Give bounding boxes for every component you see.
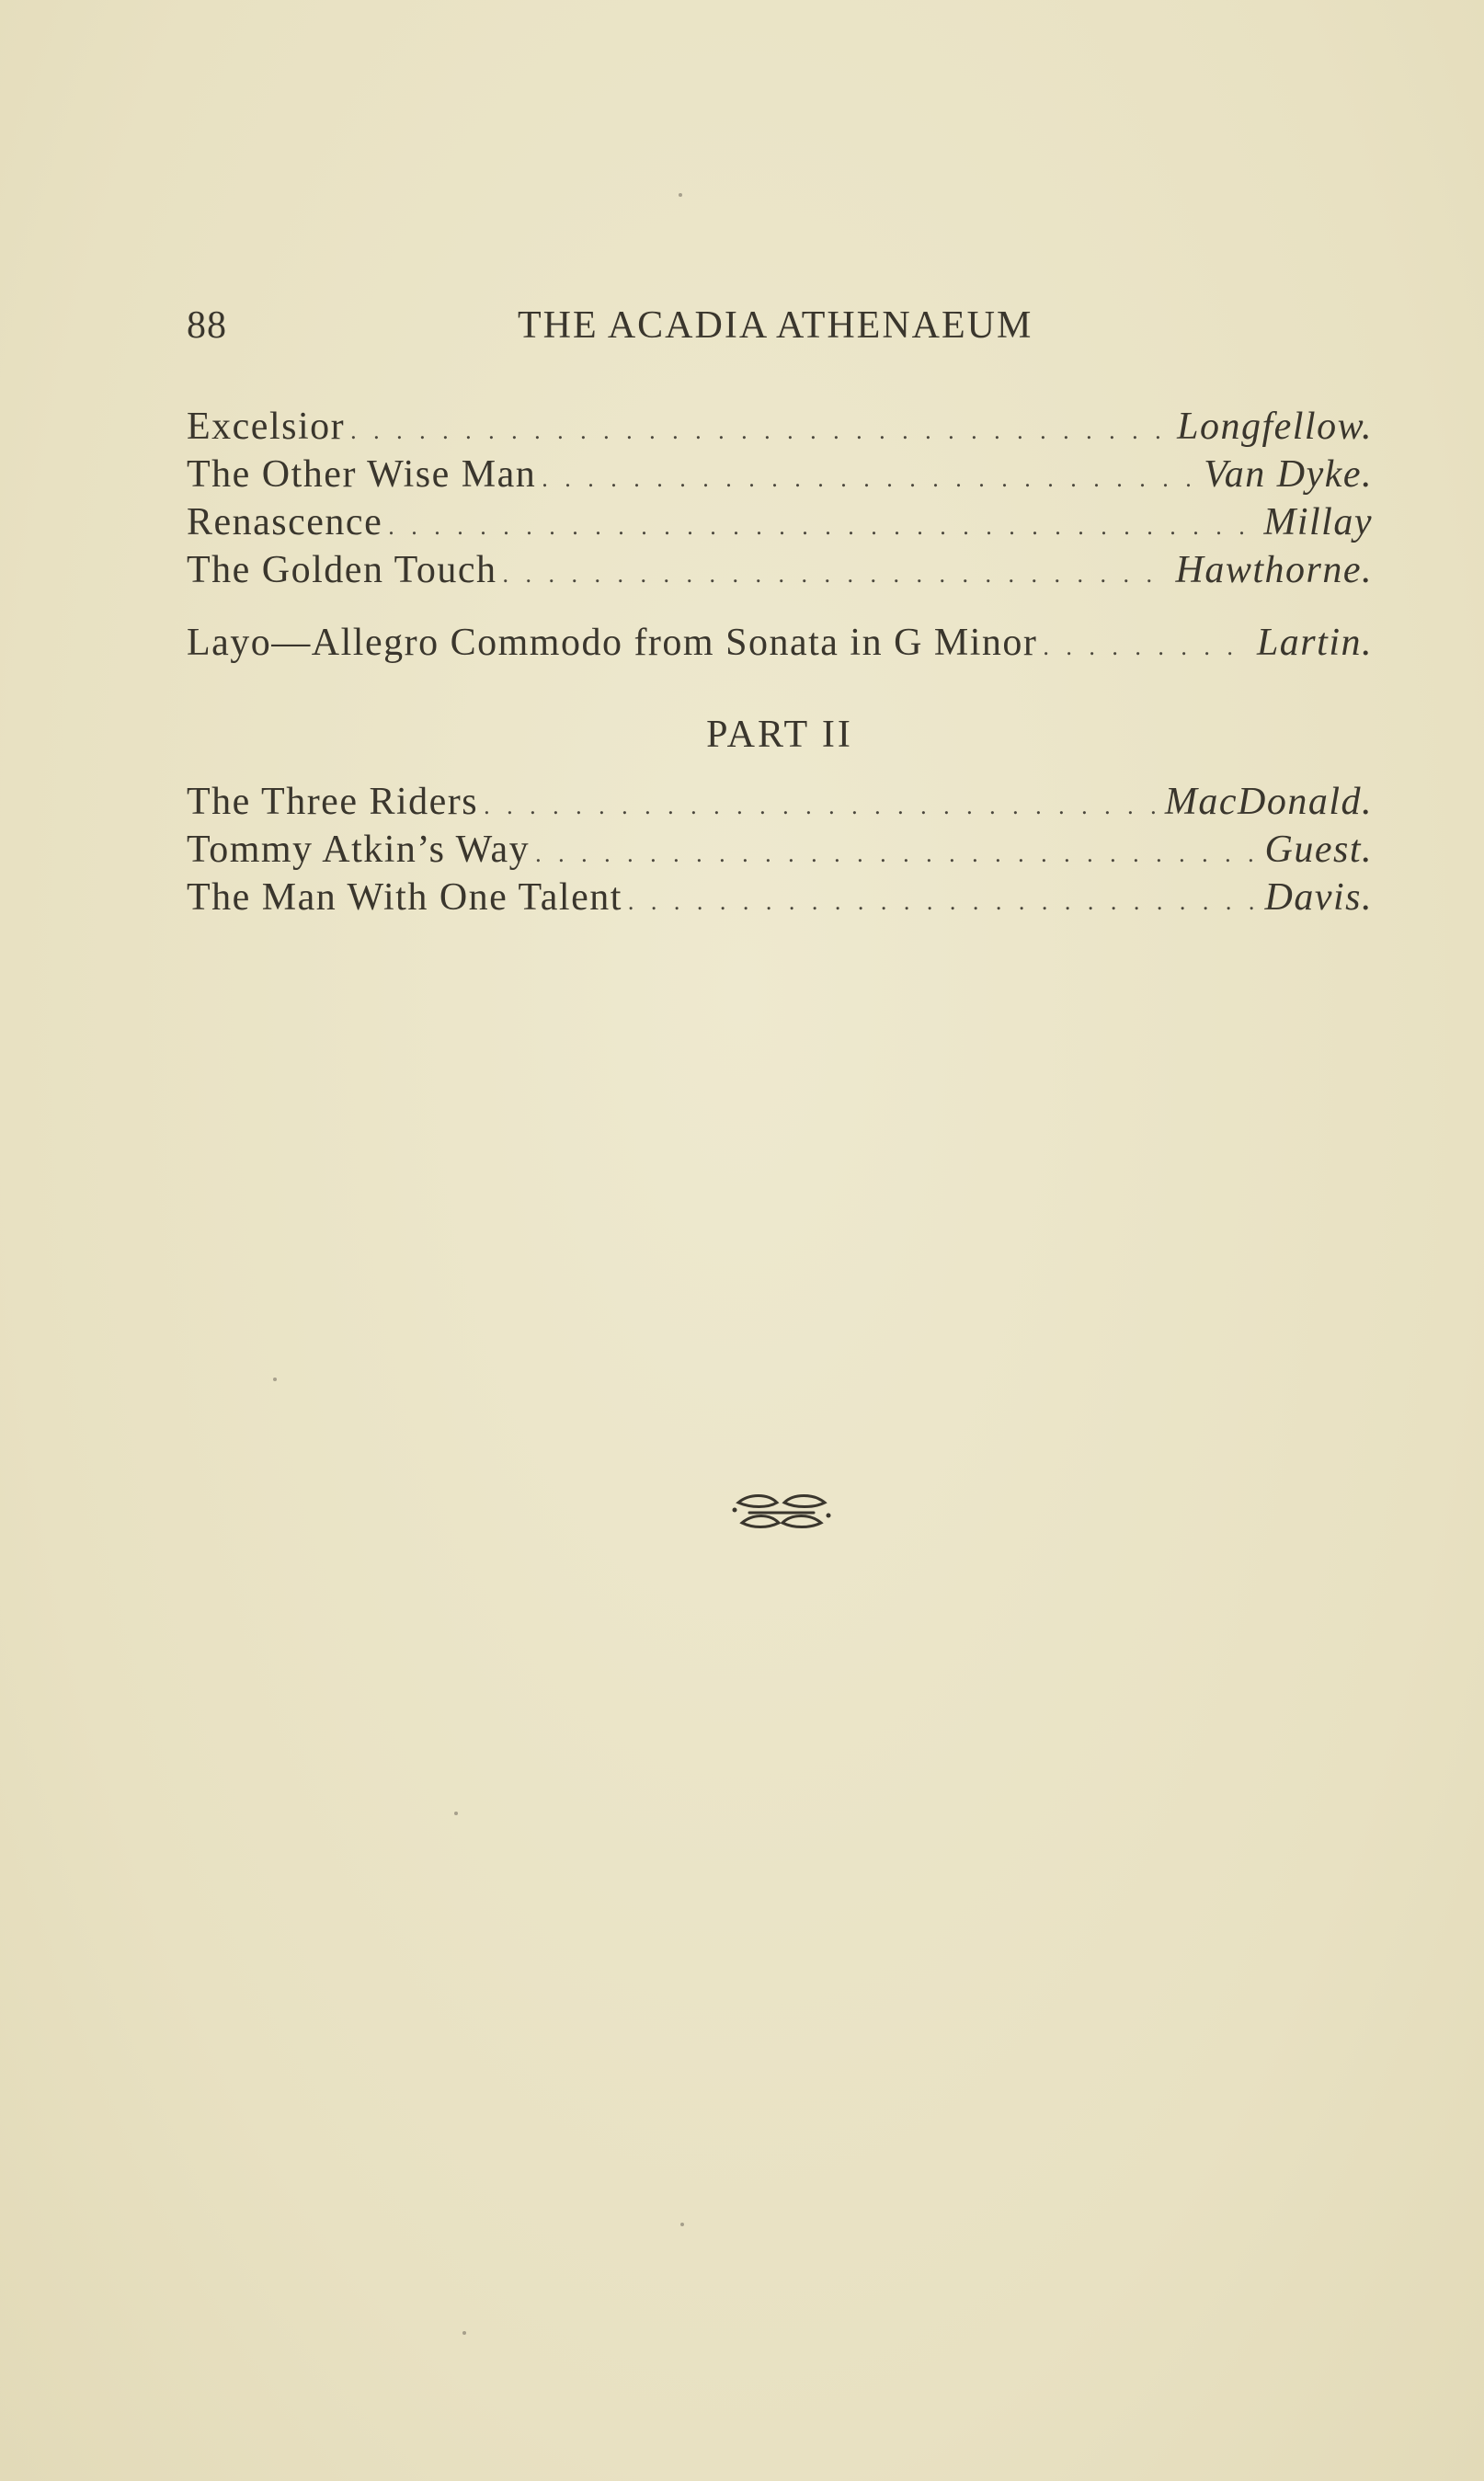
program-entry (187, 500, 1373, 548)
program-part-one (187, 405, 1373, 596)
program-entry (187, 405, 1373, 452)
dot-leader (542, 465, 1198, 493)
paper-speck (679, 193, 682, 197)
entry-title: Layo—Allegro Commodo from Sonata in G Minor (187, 622, 1038, 664)
entry-title: The Man With One Talent (187, 876, 622, 919)
dot-leader (628, 888, 1260, 916)
program-entry (187, 452, 1373, 500)
entry-author: Lartin. (1256, 622, 1373, 664)
entry-title: The Golden Touch (187, 549, 497, 591)
entry-title: Tommy Atkin’s Way (187, 829, 531, 871)
paper-speck (273, 1378, 277, 1381)
entry-title: Renascence (187, 501, 383, 543)
entry-author: Millay (1263, 501, 1373, 543)
program-part-two (187, 780, 1373, 923)
running-title: THE ACADIA ATHENAEUM (518, 304, 1033, 347)
entry-author: Guest. (1264, 829, 1373, 871)
entry-title: The Other Wise Man (187, 453, 537, 496)
program-entry (187, 828, 1373, 875)
paper-speck (462, 2331, 466, 2335)
page-number: 88 (187, 304, 227, 347)
entry-author: Van Dyke. (1204, 453, 1373, 496)
paper-speck (680, 2223, 684, 2226)
entry-author: Longfellow. (1177, 406, 1373, 448)
part-two-heading: PART II (706, 714, 853, 756)
program-entry (187, 621, 1373, 669)
dot-leader (1043, 634, 1251, 661)
musical-interlude (187, 621, 1373, 669)
entry-author: Davis. (1264, 876, 1373, 919)
dot-leader (484, 793, 1159, 820)
program-entry (187, 548, 1373, 596)
dot-leader (535, 840, 1259, 868)
dot-leader (388, 513, 1258, 541)
entry-title: The Three Riders (187, 781, 479, 823)
entry-title: Excelsior (187, 406, 346, 448)
dot-leader (503, 561, 1170, 589)
paper-speck (454, 1812, 458, 1815)
program-entry (187, 780, 1373, 828)
program-entry (187, 875, 1373, 923)
entry-author: MacDonald. (1164, 781, 1373, 823)
leaf-ornament-icon (731, 1490, 832, 1536)
running-header (187, 303, 1373, 359)
entry-author: Hawthorne. (1175, 549, 1373, 591)
dot-leader (350, 417, 1171, 445)
